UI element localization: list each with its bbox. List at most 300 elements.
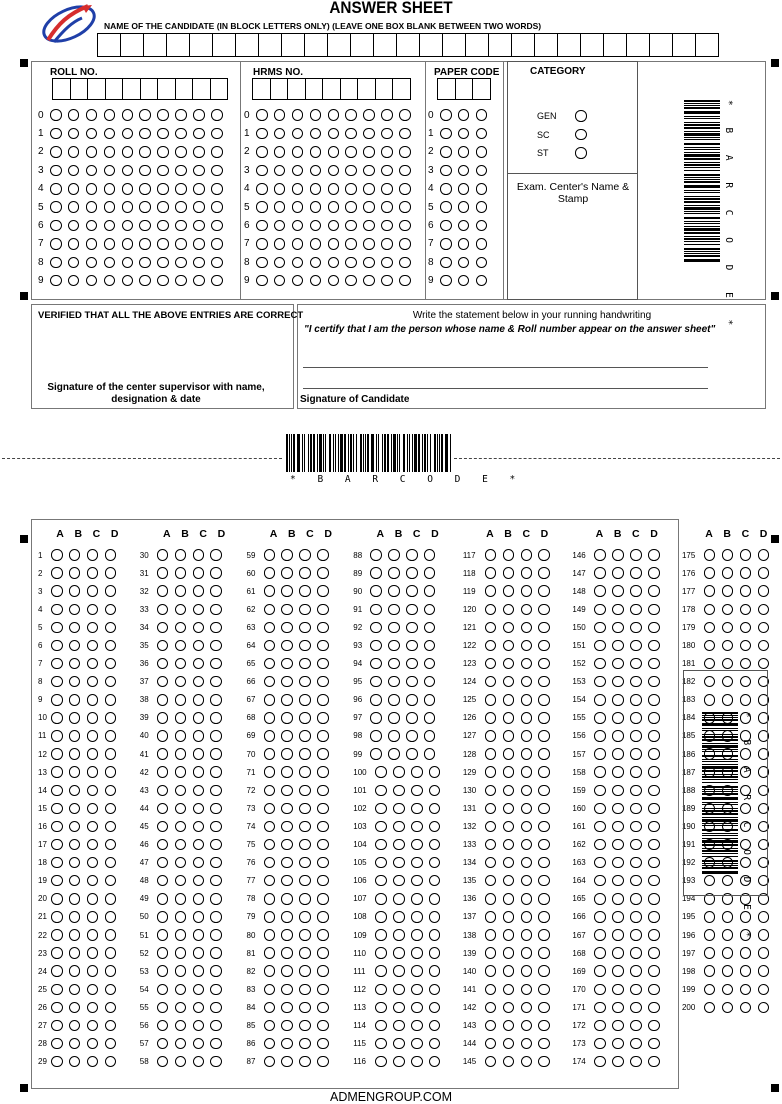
digit-bubble[interactable]: [175, 183, 187, 195]
answer-bubble[interactable]: [393, 1056, 405, 1068]
answer-bubble[interactable]: [157, 803, 169, 815]
digit-bubble[interactable]: [256, 220, 268, 232]
answer-bubble[interactable]: [69, 857, 81, 869]
answer-bubble[interactable]: [630, 585, 642, 597]
answer-bubble[interactable]: [175, 1038, 187, 1050]
answer-bubble[interactable]: [264, 640, 276, 652]
digit-bubble[interactable]: [328, 109, 340, 121]
digit-entry-box[interactable]: [210, 78, 229, 100]
digit-bubble[interactable]: [363, 238, 375, 250]
answer-bubble[interactable]: [317, 893, 329, 905]
answer-bubble[interactable]: [210, 875, 222, 887]
answer-bubble[interactable]: [175, 694, 187, 706]
answer-bubble[interactable]: [630, 567, 642, 579]
digit-bubble[interactable]: [193, 238, 205, 250]
answer-bubble[interactable]: [51, 567, 63, 579]
answer-bubble[interactable]: [722, 947, 734, 959]
answer-bubble[interactable]: [648, 730, 660, 742]
answer-bubble[interactable]: [264, 549, 276, 561]
answer-bubble[interactable]: [175, 658, 187, 670]
answer-bubble[interactable]: [210, 893, 222, 905]
answer-bubble[interactable]: [630, 604, 642, 616]
answer-bubble[interactable]: [51, 585, 63, 597]
answer-bubble[interactable]: [503, 857, 515, 869]
answer-bubble[interactable]: [648, 585, 660, 597]
answer-bubble[interactable]: [630, 676, 642, 688]
answer-bubble[interactable]: [722, 929, 734, 941]
answer-bubble[interactable]: [503, 893, 515, 905]
answer-bubble[interactable]: [193, 785, 205, 797]
answer-bubble[interactable]: [87, 766, 99, 778]
category-bubble[interactable]: [575, 147, 587, 159]
answer-bubble[interactable]: [193, 712, 205, 724]
answer-bubble[interactable]: [393, 1020, 405, 1032]
answer-bubble[interactable]: [281, 604, 293, 616]
digit-bubble[interactable]: [458, 220, 470, 232]
answer-bubble[interactable]: [317, 712, 329, 724]
answer-bubble[interactable]: [105, 857, 117, 869]
answer-bubble[interactable]: [429, 875, 441, 887]
answer-bubble[interactable]: [69, 893, 81, 905]
name-letter-box[interactable]: [442, 33, 466, 57]
answer-bubble[interactable]: [299, 1002, 311, 1014]
answer-bubble[interactable]: [485, 947, 497, 959]
answer-bubble[interactable]: [87, 857, 99, 869]
answer-bubble[interactable]: [69, 803, 81, 815]
answer-bubble[interactable]: [758, 947, 770, 959]
answer-bubble[interactable]: [69, 984, 81, 996]
answer-bubble[interactable]: [175, 604, 187, 616]
answer-bubble[interactable]: [299, 766, 311, 778]
digit-bubble[interactable]: [363, 275, 375, 287]
answer-bubble[interactable]: [157, 984, 169, 996]
answer-bubble[interactable]: [538, 712, 550, 724]
name-letter-box[interactable]: [373, 33, 397, 57]
answer-bubble[interactable]: [612, 658, 624, 670]
answer-bubble[interactable]: [317, 766, 329, 778]
digit-bubble[interactable]: [211, 220, 223, 232]
digit-bubble[interactable]: [328, 165, 340, 177]
answer-bubble[interactable]: [210, 929, 222, 941]
answer-bubble[interactable]: [87, 1002, 99, 1014]
digit-bubble[interactable]: [68, 257, 80, 269]
answer-bubble[interactable]: [388, 730, 400, 742]
answer-bubble[interactable]: [157, 875, 169, 887]
digit-bubble[interactable]: [363, 128, 375, 140]
answer-bubble[interactable]: [503, 766, 515, 778]
answer-bubble[interactable]: [648, 766, 660, 778]
answer-bubble[interactable]: [630, 694, 642, 706]
answer-bubble[interactable]: [157, 622, 169, 634]
name-letter-box[interactable]: [235, 33, 259, 57]
answer-bubble[interactable]: [630, 622, 642, 634]
answer-bubble[interactable]: [69, 730, 81, 742]
answer-bubble[interactable]: [175, 965, 187, 977]
answer-bubble[interactable]: [411, 1056, 423, 1068]
answer-bubble[interactable]: [411, 965, 423, 977]
answer-bubble[interactable]: [503, 567, 515, 579]
answer-bubble[interactable]: [485, 875, 497, 887]
answer-bubble[interactable]: [538, 911, 550, 923]
answer-bubble[interactable]: [630, 984, 642, 996]
digit-bubble[interactable]: [86, 257, 98, 269]
answer-bubble[interactable]: [424, 748, 436, 760]
answer-bubble[interactable]: [105, 585, 117, 597]
answer-bubble[interactable]: [193, 567, 205, 579]
name-letter-box[interactable]: [511, 33, 535, 57]
answer-bubble[interactable]: [51, 658, 63, 670]
answer-bubble[interactable]: [503, 604, 515, 616]
digit-bubble[interactable]: [328, 146, 340, 158]
answer-bubble[interactable]: [193, 640, 205, 652]
answer-bubble[interactable]: [424, 622, 436, 634]
answer-bubble[interactable]: [648, 785, 660, 797]
digit-bubble[interactable]: [381, 128, 393, 140]
name-letter-box[interactable]: [465, 33, 489, 57]
answer-bubble[interactable]: [485, 748, 497, 760]
digit-bubble[interactable]: [363, 257, 375, 269]
digit-bubble[interactable]: [363, 201, 375, 213]
handwriting-line[interactable]: [303, 367, 708, 368]
answer-bubble[interactable]: [406, 676, 418, 688]
answer-bubble[interactable]: [87, 893, 99, 905]
answer-bubble[interactable]: [193, 875, 205, 887]
answer-bubble[interactable]: [758, 585, 770, 597]
digit-bubble[interactable]: [399, 109, 411, 121]
answer-bubble[interactable]: [538, 1038, 550, 1050]
answer-bubble[interactable]: [485, 585, 497, 597]
answer-bubble[interactable]: [485, 839, 497, 851]
digit-bubble[interactable]: [104, 165, 116, 177]
digit-bubble[interactable]: [274, 201, 286, 213]
digit-bubble[interactable]: [175, 257, 187, 269]
digit-bubble[interactable]: [292, 165, 304, 177]
answer-bubble[interactable]: [264, 658, 276, 670]
answer-bubble[interactable]: [612, 1020, 624, 1032]
answer-bubble[interactable]: [538, 947, 550, 959]
answer-bubble[interactable]: [648, 549, 660, 561]
answer-bubble[interactable]: [485, 694, 497, 706]
answer-bubble[interactable]: [648, 604, 660, 616]
digit-bubble[interactable]: [139, 220, 151, 232]
answer-bubble[interactable]: [210, 712, 222, 724]
answer-bubble[interactable]: [503, 694, 515, 706]
answer-bubble[interactable]: [594, 857, 606, 869]
answer-bubble[interactable]: [193, 911, 205, 923]
answer-bubble[interactable]: [612, 929, 624, 941]
answer-bubble[interactable]: [393, 929, 405, 941]
answer-bubble[interactable]: [175, 712, 187, 724]
answer-bubble[interactable]: [704, 1002, 716, 1014]
answer-bubble[interactable]: [424, 604, 436, 616]
answer-bubble[interactable]: [299, 785, 311, 797]
digit-bubble[interactable]: [345, 109, 357, 121]
digit-entry-box[interactable]: [87, 78, 106, 100]
answer-bubble[interactable]: [264, 1020, 276, 1032]
answer-bubble[interactable]: [704, 965, 716, 977]
answer-bubble[interactable]: [264, 929, 276, 941]
answer-bubble[interactable]: [299, 839, 311, 851]
answer-bubble[interactable]: [157, 694, 169, 706]
digit-bubble[interactable]: [399, 183, 411, 195]
answer-bubble[interactable]: [175, 622, 187, 634]
name-letter-box[interactable]: [580, 33, 604, 57]
answer-bubble[interactable]: [704, 911, 716, 923]
digit-bubble[interactable]: [345, 165, 357, 177]
answer-bubble[interactable]: [281, 549, 293, 561]
answer-bubble[interactable]: [503, 803, 515, 815]
answer-bubble[interactable]: [648, 875, 660, 887]
answer-bubble[interactable]: [264, 947, 276, 959]
digit-bubble[interactable]: [157, 183, 169, 195]
digit-bubble[interactable]: [104, 128, 116, 140]
answer-bubble[interactable]: [503, 748, 515, 760]
answer-bubble[interactable]: [193, 748, 205, 760]
answer-bubble[interactable]: [393, 1002, 405, 1014]
digit-bubble[interactable]: [175, 220, 187, 232]
digit-bubble[interactable]: [476, 275, 488, 287]
digit-bubble[interactable]: [104, 146, 116, 158]
answer-bubble[interactable]: [299, 929, 311, 941]
answer-bubble[interactable]: [299, 1038, 311, 1050]
answer-bubble[interactable]: [299, 549, 311, 561]
digit-bubble[interactable]: [50, 257, 62, 269]
answer-bubble[interactable]: [193, 694, 205, 706]
answer-bubble[interactable]: [69, 785, 81, 797]
answer-bubble[interactable]: [411, 803, 423, 815]
answer-bubble[interactable]: [503, 549, 515, 561]
answer-bubble[interactable]: [630, 640, 642, 652]
answer-bubble[interactable]: [87, 821, 99, 833]
digit-bubble[interactable]: [328, 220, 340, 232]
answer-bubble[interactable]: [521, 640, 533, 652]
name-letter-box[interactable]: [603, 33, 627, 57]
answer-bubble[interactable]: [411, 857, 423, 869]
answer-bubble[interactable]: [105, 821, 117, 833]
digit-bubble[interactable]: [175, 238, 187, 250]
answer-bubble[interactable]: [594, 604, 606, 616]
answer-bubble[interactable]: [51, 785, 63, 797]
digit-bubble[interactable]: [139, 128, 151, 140]
answer-bubble[interactable]: [87, 1056, 99, 1068]
category-option[interactable]: [537, 144, 593, 162]
answer-bubble[interactable]: [630, 821, 642, 833]
answer-bubble[interactable]: [503, 1002, 515, 1014]
answer-bubble[interactable]: [264, 1002, 276, 1014]
answer-bubble[interactable]: [87, 712, 99, 724]
answer-bubble[interactable]: [105, 730, 117, 742]
answer-bubble[interactable]: [193, 965, 205, 977]
digit-bubble[interactable]: [122, 128, 134, 140]
digit-entry-box[interactable]: [70, 78, 89, 100]
answer-bubble[interactable]: [51, 712, 63, 724]
answer-bubble[interactable]: [51, 730, 63, 742]
answer-bubble[interactable]: [264, 893, 276, 905]
answer-bubble[interactable]: [538, 1020, 550, 1032]
answer-bubble[interactable]: [704, 622, 716, 634]
answer-bubble[interactable]: [594, 640, 606, 652]
digit-bubble[interactable]: [122, 109, 134, 121]
answer-bubble[interactable]: [157, 640, 169, 652]
answer-bubble[interactable]: [317, 658, 329, 670]
name-letter-box[interactable]: [97, 33, 121, 57]
answer-bubble[interactable]: [612, 766, 624, 778]
answer-bubble[interactable]: [630, 1020, 642, 1032]
answer-bubble[interactable]: [281, 1056, 293, 1068]
answer-bubble[interactable]: [281, 748, 293, 760]
digit-bubble[interactable]: [122, 183, 134, 195]
answer-bubble[interactable]: [485, 712, 497, 724]
answer-bubble[interactable]: [264, 585, 276, 597]
answer-bubble[interactable]: [375, 1002, 387, 1014]
digit-entry-box[interactable]: [270, 78, 289, 100]
digit-bubble[interactable]: [345, 146, 357, 158]
answer-bubble[interactable]: [264, 622, 276, 634]
answer-bubble[interactable]: [521, 622, 533, 634]
answer-bubble[interactable]: [630, 893, 642, 905]
answer-bubble[interactable]: [375, 929, 387, 941]
answer-bubble[interactable]: [105, 676, 117, 688]
answer-bubble[interactable]: [538, 694, 550, 706]
answer-bubble[interactable]: [51, 748, 63, 760]
digit-bubble[interactable]: [274, 146, 286, 158]
answer-bubble[interactable]: [503, 730, 515, 742]
answer-bubble[interactable]: [210, 984, 222, 996]
digit-bubble[interactable]: [139, 146, 151, 158]
answer-bubble[interactable]: [69, 676, 81, 688]
digit-bubble[interactable]: [193, 183, 205, 195]
answer-bubble[interactable]: [485, 1056, 497, 1068]
digit-bubble[interactable]: [211, 109, 223, 121]
digit-bubble[interactable]: [381, 257, 393, 269]
answer-bubble[interactable]: [722, 604, 734, 616]
answer-bubble[interactable]: [503, 1056, 515, 1068]
answer-bubble[interactable]: [740, 984, 752, 996]
digit-bubble[interactable]: [211, 165, 223, 177]
digit-entry-box[interactable]: [357, 78, 376, 100]
answer-bubble[interactable]: [264, 567, 276, 579]
digit-bubble[interactable]: [211, 128, 223, 140]
answer-bubble[interactable]: [758, 640, 770, 652]
answer-bubble[interactable]: [648, 893, 660, 905]
digit-bubble[interactable]: [86, 128, 98, 140]
answer-bubble[interactable]: [370, 604, 382, 616]
answer-bubble[interactable]: [375, 1038, 387, 1050]
answer-bubble[interactable]: [157, 1038, 169, 1050]
digit-bubble[interactable]: [193, 257, 205, 269]
answer-bubble[interactable]: [429, 1056, 441, 1068]
digit-bubble[interactable]: [440, 238, 452, 250]
answer-bubble[interactable]: [175, 839, 187, 851]
digit-bubble[interactable]: [256, 275, 268, 287]
digit-bubble[interactable]: [440, 146, 452, 158]
answer-bubble[interactable]: [105, 839, 117, 851]
digit-bubble[interactable]: [256, 201, 268, 213]
digit-bubble[interactable]: [310, 257, 322, 269]
answer-bubble[interactable]: [69, 821, 81, 833]
digit-entry-box[interactable]: [375, 78, 394, 100]
answer-bubble[interactable]: [722, 658, 734, 670]
name-letter-box[interactable]: [534, 33, 558, 57]
answer-bubble[interactable]: [51, 929, 63, 941]
answer-bubble[interactable]: [538, 875, 550, 887]
answer-bubble[interactable]: [51, 893, 63, 905]
answer-bubble[interactable]: [521, 730, 533, 742]
answer-bubble[interactable]: [594, 694, 606, 706]
answer-bubble[interactable]: [175, 821, 187, 833]
answer-bubble[interactable]: [175, 911, 187, 923]
digit-bubble[interactable]: [399, 275, 411, 287]
answer-bubble[interactable]: [429, 929, 441, 941]
digit-bubble[interactable]: [345, 257, 357, 269]
digit-bubble[interactable]: [139, 257, 151, 269]
digit-bubble[interactable]: [193, 146, 205, 158]
answer-bubble[interactable]: [69, 549, 81, 561]
answer-bubble[interactable]: [612, 1038, 624, 1050]
answer-bubble[interactable]: [175, 766, 187, 778]
answer-bubble[interactable]: [157, 604, 169, 616]
answer-bubble[interactable]: [612, 748, 624, 760]
answer-bubble[interactable]: [594, 821, 606, 833]
answer-bubble[interactable]: [51, 694, 63, 706]
digit-bubble[interactable]: [381, 201, 393, 213]
digit-bubble[interactable]: [122, 238, 134, 250]
answer-bubble[interactable]: [521, 947, 533, 959]
category-options[interactable]: [537, 107, 593, 162]
answer-bubble[interactable]: [281, 694, 293, 706]
digit-bubble[interactable]: [274, 257, 286, 269]
answer-bubble[interactable]: [375, 965, 387, 977]
digit-bubble[interactable]: [68, 128, 80, 140]
answer-bubble[interactable]: [210, 730, 222, 742]
answer-bubble[interactable]: [740, 947, 752, 959]
answer-bubble[interactable]: [87, 730, 99, 742]
answer-bubble[interactable]: [612, 984, 624, 996]
answer-bubble[interactable]: [612, 893, 624, 905]
answer-bubble[interactable]: [69, 766, 81, 778]
answer-bubble[interactable]: [503, 785, 515, 797]
answer-bubble[interactable]: [648, 694, 660, 706]
answer-bubble[interactable]: [538, 622, 550, 634]
digit-bubble[interactable]: [328, 201, 340, 213]
answer-bubble[interactable]: [612, 1056, 624, 1068]
answer-bubble[interactable]: [722, 622, 734, 634]
answer-bubble[interactable]: [281, 947, 293, 959]
answer-bubble[interactable]: [393, 803, 405, 815]
answer-bubble[interactable]: [612, 549, 624, 561]
answer-bubble[interactable]: [485, 1038, 497, 1050]
answer-bubble[interactable]: [51, 676, 63, 688]
answer-bubble[interactable]: [594, 622, 606, 634]
answer-bubble[interactable]: [648, 748, 660, 760]
digit-bubble[interactable]: [122, 220, 134, 232]
answer-bubble[interactable]: [393, 984, 405, 996]
digit-bubble[interactable]: [399, 220, 411, 232]
digit-bubble[interactable]: [139, 109, 151, 121]
answer-bubble[interactable]: [175, 857, 187, 869]
answer-bubble[interactable]: [175, 875, 187, 887]
answer-bubble[interactable]: [485, 929, 497, 941]
answer-bubble[interactable]: [485, 821, 497, 833]
answer-bubble[interactable]: [704, 929, 716, 941]
answer-bubble[interactable]: [503, 676, 515, 688]
answer-bubble[interactable]: [485, 676, 497, 688]
answer-bubble[interactable]: [704, 658, 716, 670]
digit-entry-box[interactable]: [175, 78, 194, 100]
answer-bubble[interactable]: [210, 911, 222, 923]
answer-bubble[interactable]: [210, 857, 222, 869]
answer-bubble[interactable]: [521, 604, 533, 616]
